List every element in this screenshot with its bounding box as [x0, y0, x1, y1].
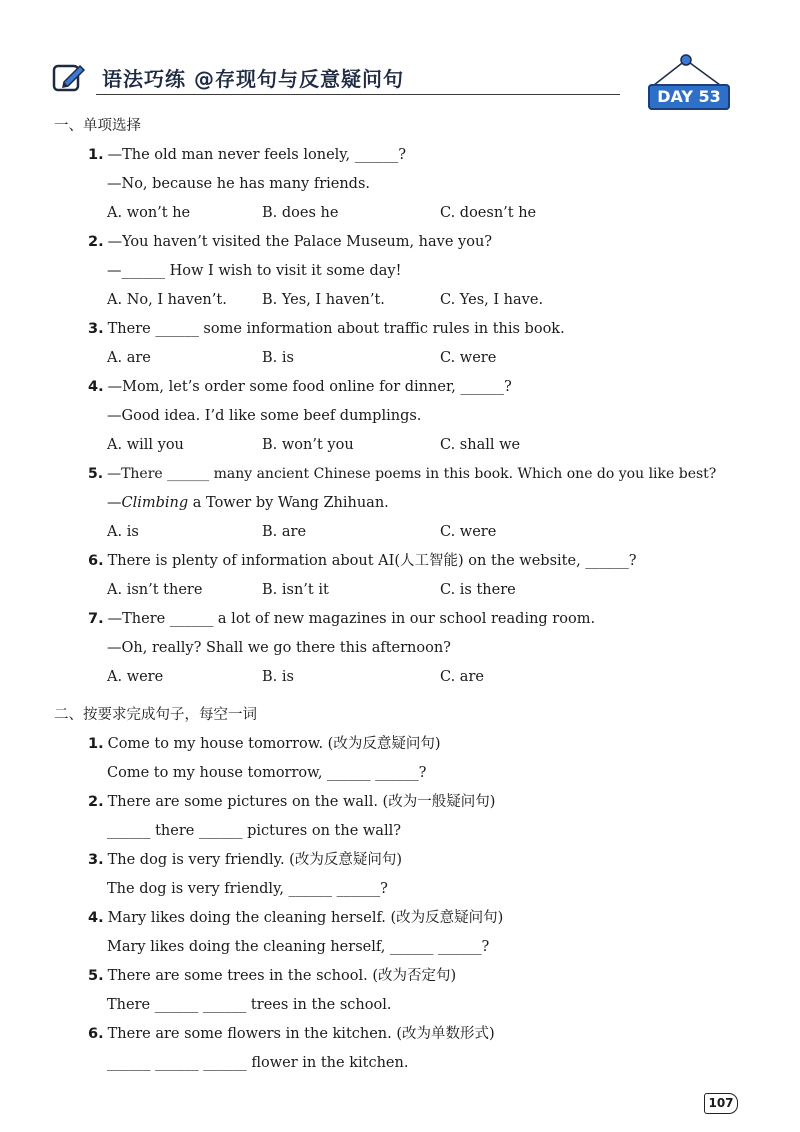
exercise-answer-line: ______ there ______ pictures on the wall?	[107, 823, 401, 839]
exercise-answer-line: Mary likes doing the cleaning herself, ______ ______?	[107, 939, 490, 955]
option-a: A. No, I haven’t.	[107, 292, 227, 308]
exercise-question: 1. Come to my house tomorrow. (改为反意疑问句)	[88, 736, 441, 752]
option-b: B. does he	[262, 205, 339, 221]
option-a: A. is	[107, 524, 139, 540]
question-line: 2. —You haven’t visited the Palace Museum, have you?	[88, 234, 493, 250]
exercise-answer-line: There ______ ______ trees in the school.	[107, 997, 392, 1013]
exercise-question: 3. The dog is very friendly. (改为反意疑问句)	[88, 852, 402, 868]
option-a: A. will you	[107, 437, 184, 453]
exercise-answer-line: ______ ______ ______ flower in the kitchen.	[107, 1055, 409, 1071]
question-line: 6. There is plenty of information about AI(人工智能) on the website, ______?	[88, 553, 637, 569]
option-c: C. were	[440, 350, 497, 366]
page-number: 107	[704, 1093, 738, 1114]
option-a: A. are	[107, 350, 151, 366]
question-line: 7. —There ______ a lot of new magazines in our school reading room.	[88, 611, 596, 627]
question-line: 4. —Mom, let’s order some food online for dinner, ______?	[88, 379, 512, 395]
option-c: C. doesn’t he	[440, 205, 537, 221]
option-c: C. Yes, I have.	[440, 292, 544, 308]
option-a: A. isn’t there	[107, 582, 203, 598]
option-b: B. is	[262, 350, 294, 366]
exercise-question: 5. There are some trees in the school. (改为否定句)	[88, 968, 457, 984]
question-line: —Climbing a Tower by Wang Zhihuan.	[107, 495, 389, 511]
option-a: A. were	[107, 669, 164, 685]
exercise-question: 2. There are some pictures on the wall. (改为一般疑问句)	[88, 794, 496, 810]
option-c: C. were	[440, 524, 497, 540]
question-line: 5. —There ______ many ancient Chinese poems in this book. Which one do you like best?	[88, 466, 717, 482]
question-line: —Good idea. I’d like some beef dumplings.	[107, 408, 422, 424]
exercise-question: 6. There are some flowers in the kitchen. (改为单数形式)	[88, 1026, 495, 1042]
option-b: B. won’t you	[262, 437, 354, 453]
option-b: B. are	[262, 524, 307, 540]
title-underline	[96, 94, 620, 95]
option-b: B. isn’t it	[262, 582, 329, 598]
exercise-answer-line: Come to my house tomorrow, ______ ______?	[107, 765, 427, 781]
option-c: C. is there	[440, 582, 516, 598]
pencil-note-icon	[52, 62, 86, 92]
question-line: 3. There ______ some information about traffic rules in this book.	[88, 321, 565, 337]
day-badge: DAY 53	[648, 84, 730, 110]
question-line: —No, because he has many friends.	[107, 176, 371, 192]
question-line: —Oh, really? Shall we go there this afternoon?	[107, 640, 451, 656]
exercise-question: 4. Mary likes doing the cleaning herself. (改为反意疑问句)	[88, 910, 504, 926]
option-a: A. won’t he	[107, 205, 191, 221]
option-c: C. are	[440, 669, 484, 685]
question-line: —______ How I wish to visit it some day!	[107, 263, 402, 279]
exercise-answer-line: The dog is very friendly, ______ ______?	[107, 881, 388, 897]
page-title: 语法巧练 @存现句与反意疑问句	[102, 67, 404, 91]
question-line: 1. —The old man never feels lonely, ______?	[88, 147, 407, 163]
option-b: B. is	[262, 669, 294, 685]
section-heading: 一、单项选择	[54, 118, 141, 134]
option-b: B. Yes, I haven’t.	[262, 292, 385, 308]
option-c: C. shall we	[440, 437, 521, 453]
section-heading: 二、按要求完成句子，每空一词	[54, 707, 257, 723]
